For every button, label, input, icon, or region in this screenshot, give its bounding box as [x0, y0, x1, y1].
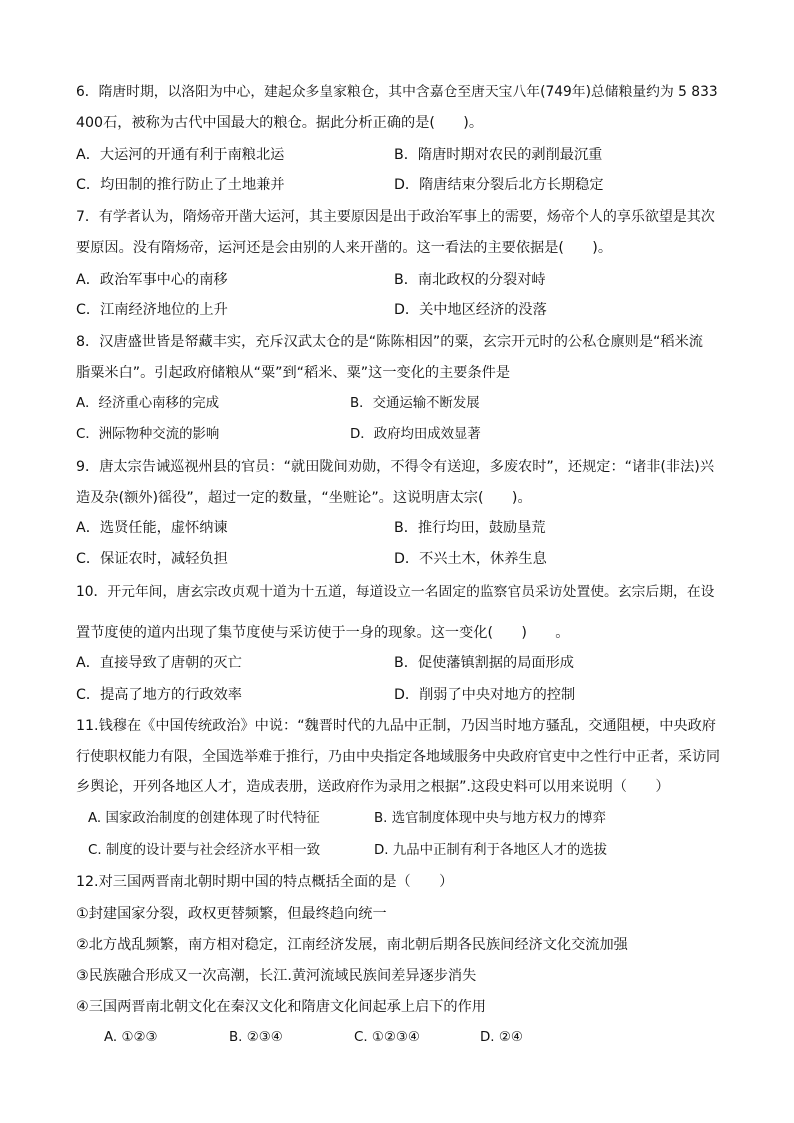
q8-stem-line1: 8．汉唐盛世皆是帑藏丰实，充斥汉武太仓的是“陈陈相因”的粟，玄宗开元时的公私仓廪则是“稻米流 [76, 334, 703, 350]
q6-option-d: D．隋唐结束分裂后北方长期稳定 [394, 177, 604, 193]
q9-option-c: C．保证农时，减轻负担 [76, 551, 228, 567]
q10-option-d: D．削弱了中央对地方的控制 [394, 687, 576, 703]
q9-stem-line1: 9．唐太宗告诫巡视州县的官员：“就田陇间劝勋，不得令有送迎，多废农时”，还规定：“诸非(非法)兴 [76, 459, 715, 475]
q11-stem-line2: 行使职权能力有限，全国选举难于推行，乃由中央指定各地域服务中央政府官吏中之性行中正者，采访同 [76, 749, 720, 765]
q10-option-b: B．促使藩镇割据的局面形成 [394, 655, 574, 671]
q9-stem-line2: 造及杂(额外)徭役”，超过一定的数量，“坐赃论”。这说明唐太宗( )。 [76, 490, 532, 506]
q8-stem-line2: 脂粟米白”。引起政府储粮从“粟”到“稻米、粟”这一变化的主要条件是 [76, 365, 511, 381]
q12-option-d: D. ②④ [480, 1030, 523, 1045]
q7-option-d: D．关中地区经济的没落 [394, 302, 547, 318]
q9-option-a: A．选贤任能，虚怀纳谏 [76, 520, 228, 536]
q8-option-c: C．洲际物种交流的影响 [76, 427, 220, 442]
q10-stem-line2: 置节度使的道内出现了集节度使与采访使于一身的现象。这一变化( ) 。 [76, 625, 570, 641]
q10-option-c: C．提高了地方的行政效率 [76, 687, 242, 703]
q12-item-1: ①封建国家分裂，政权更替频繁，但最终趋向统一 [76, 906, 387, 922]
q7-option-c: C．江南经济地位的上升 [76, 302, 228, 318]
q6-stem-line1: 6．隋唐时期，以洛阳为中心，建起众多皇家粮仓，其中含嘉仓至唐天宝八年(749年)总储粮量约为 5 833 [76, 84, 718, 100]
q11-stem-line3: 乡舆论，开列各地区人才，造成表册，送政府作为录用之根据”.这段史料可以用来说明（ ） [76, 779, 670, 795]
q12-item-4: ④三国两晋南北朝文化在秦汉文化和隋唐文化间起承上启下的作用 [76, 999, 486, 1015]
q12-stem: 12.对三国两晋南北朝时期中国的特点概括全面的是（ ） [76, 874, 454, 890]
q8-option-d: D．政府均田成效显著 [350, 427, 481, 442]
q6-stem-line2: 400石，被称为古代中国最大的粮仓。据此分析正确的是( )。 [76, 115, 484, 131]
q7-stem-line2: 要原因。没有隋炀帝，运河还是会由别的人来开凿的。这一看法的主要依据是( )。 [76, 240, 613, 256]
q6-option-c: C．均田制的推行防止了土地兼并 [76, 177, 285, 193]
q8-option-a: A．经济重心南移的完成 [76, 396, 220, 411]
q10-stem-line1: 10．开元年间，唐玄宗改贞观十道为十五道，每道设立一名固定的监察官员采访处置使。玄宗后期，在设 [76, 584, 715, 600]
q6-option-b: B．隋唐时期对农民的剥削最沉重 [394, 147, 603, 163]
q7-option-b: B．南北政权的分裂对峙 [394, 272, 546, 288]
q11-option-d: D. 九品中正制有利于各地区人才的选拔 [374, 843, 608, 858]
q12-option-b: B. ②③④ [229, 1030, 283, 1045]
q11-stem-line1: 11.钱穆在《中国传统政治》中说：“魏晋时代的九品中正制，乃因当时地方骚乱，交通阻梗，中央政府 [76, 718, 716, 734]
q7-stem-line1: 7．有学者认为，隋炀帝开凿大运河，其主要原因是出于政治军事上的需要，炀帝个人的享乐欲望是其次 [76, 209, 715, 225]
q8-option-b: B．交通运输不断发展 [350, 396, 480, 411]
q11-option-c: C. 制度的设计要与社会经济水平相一致 [88, 843, 321, 858]
q11-option-a: A. 国家政治制度的创建体现了时代特征 [88, 811, 320, 826]
q9-option-b: B．推行均田，鼓励垦荒 [394, 520, 546, 536]
q9-option-d: D．不兴土木，休养生息 [394, 551, 547, 567]
q12-item-2: ②北方战乱频繁，南方相对稳定，江南经济发展，南北朝后期各民族间经济文化交流加强 [76, 937, 628, 953]
q10-option-a: A．直接导致了唐朝的灭亡 [76, 655, 242, 671]
q11-option-b: B. 选官制度体现中央与地方权力的博弈 [374, 811, 606, 826]
q7-option-a: A．政治军事中心的南移 [76, 272, 228, 288]
q6-option-a: A．大运河的开通有利于南粮北运 [76, 147, 285, 163]
q12-option-a: A. ①②③ [104, 1030, 158, 1045]
q12-option-c: C. ①②③④ [354, 1030, 420, 1045]
q12-item-3: ③民族融合形成又一次高潮，长江.黄河流域民族间差异逐步消失 [76, 968, 477, 984]
